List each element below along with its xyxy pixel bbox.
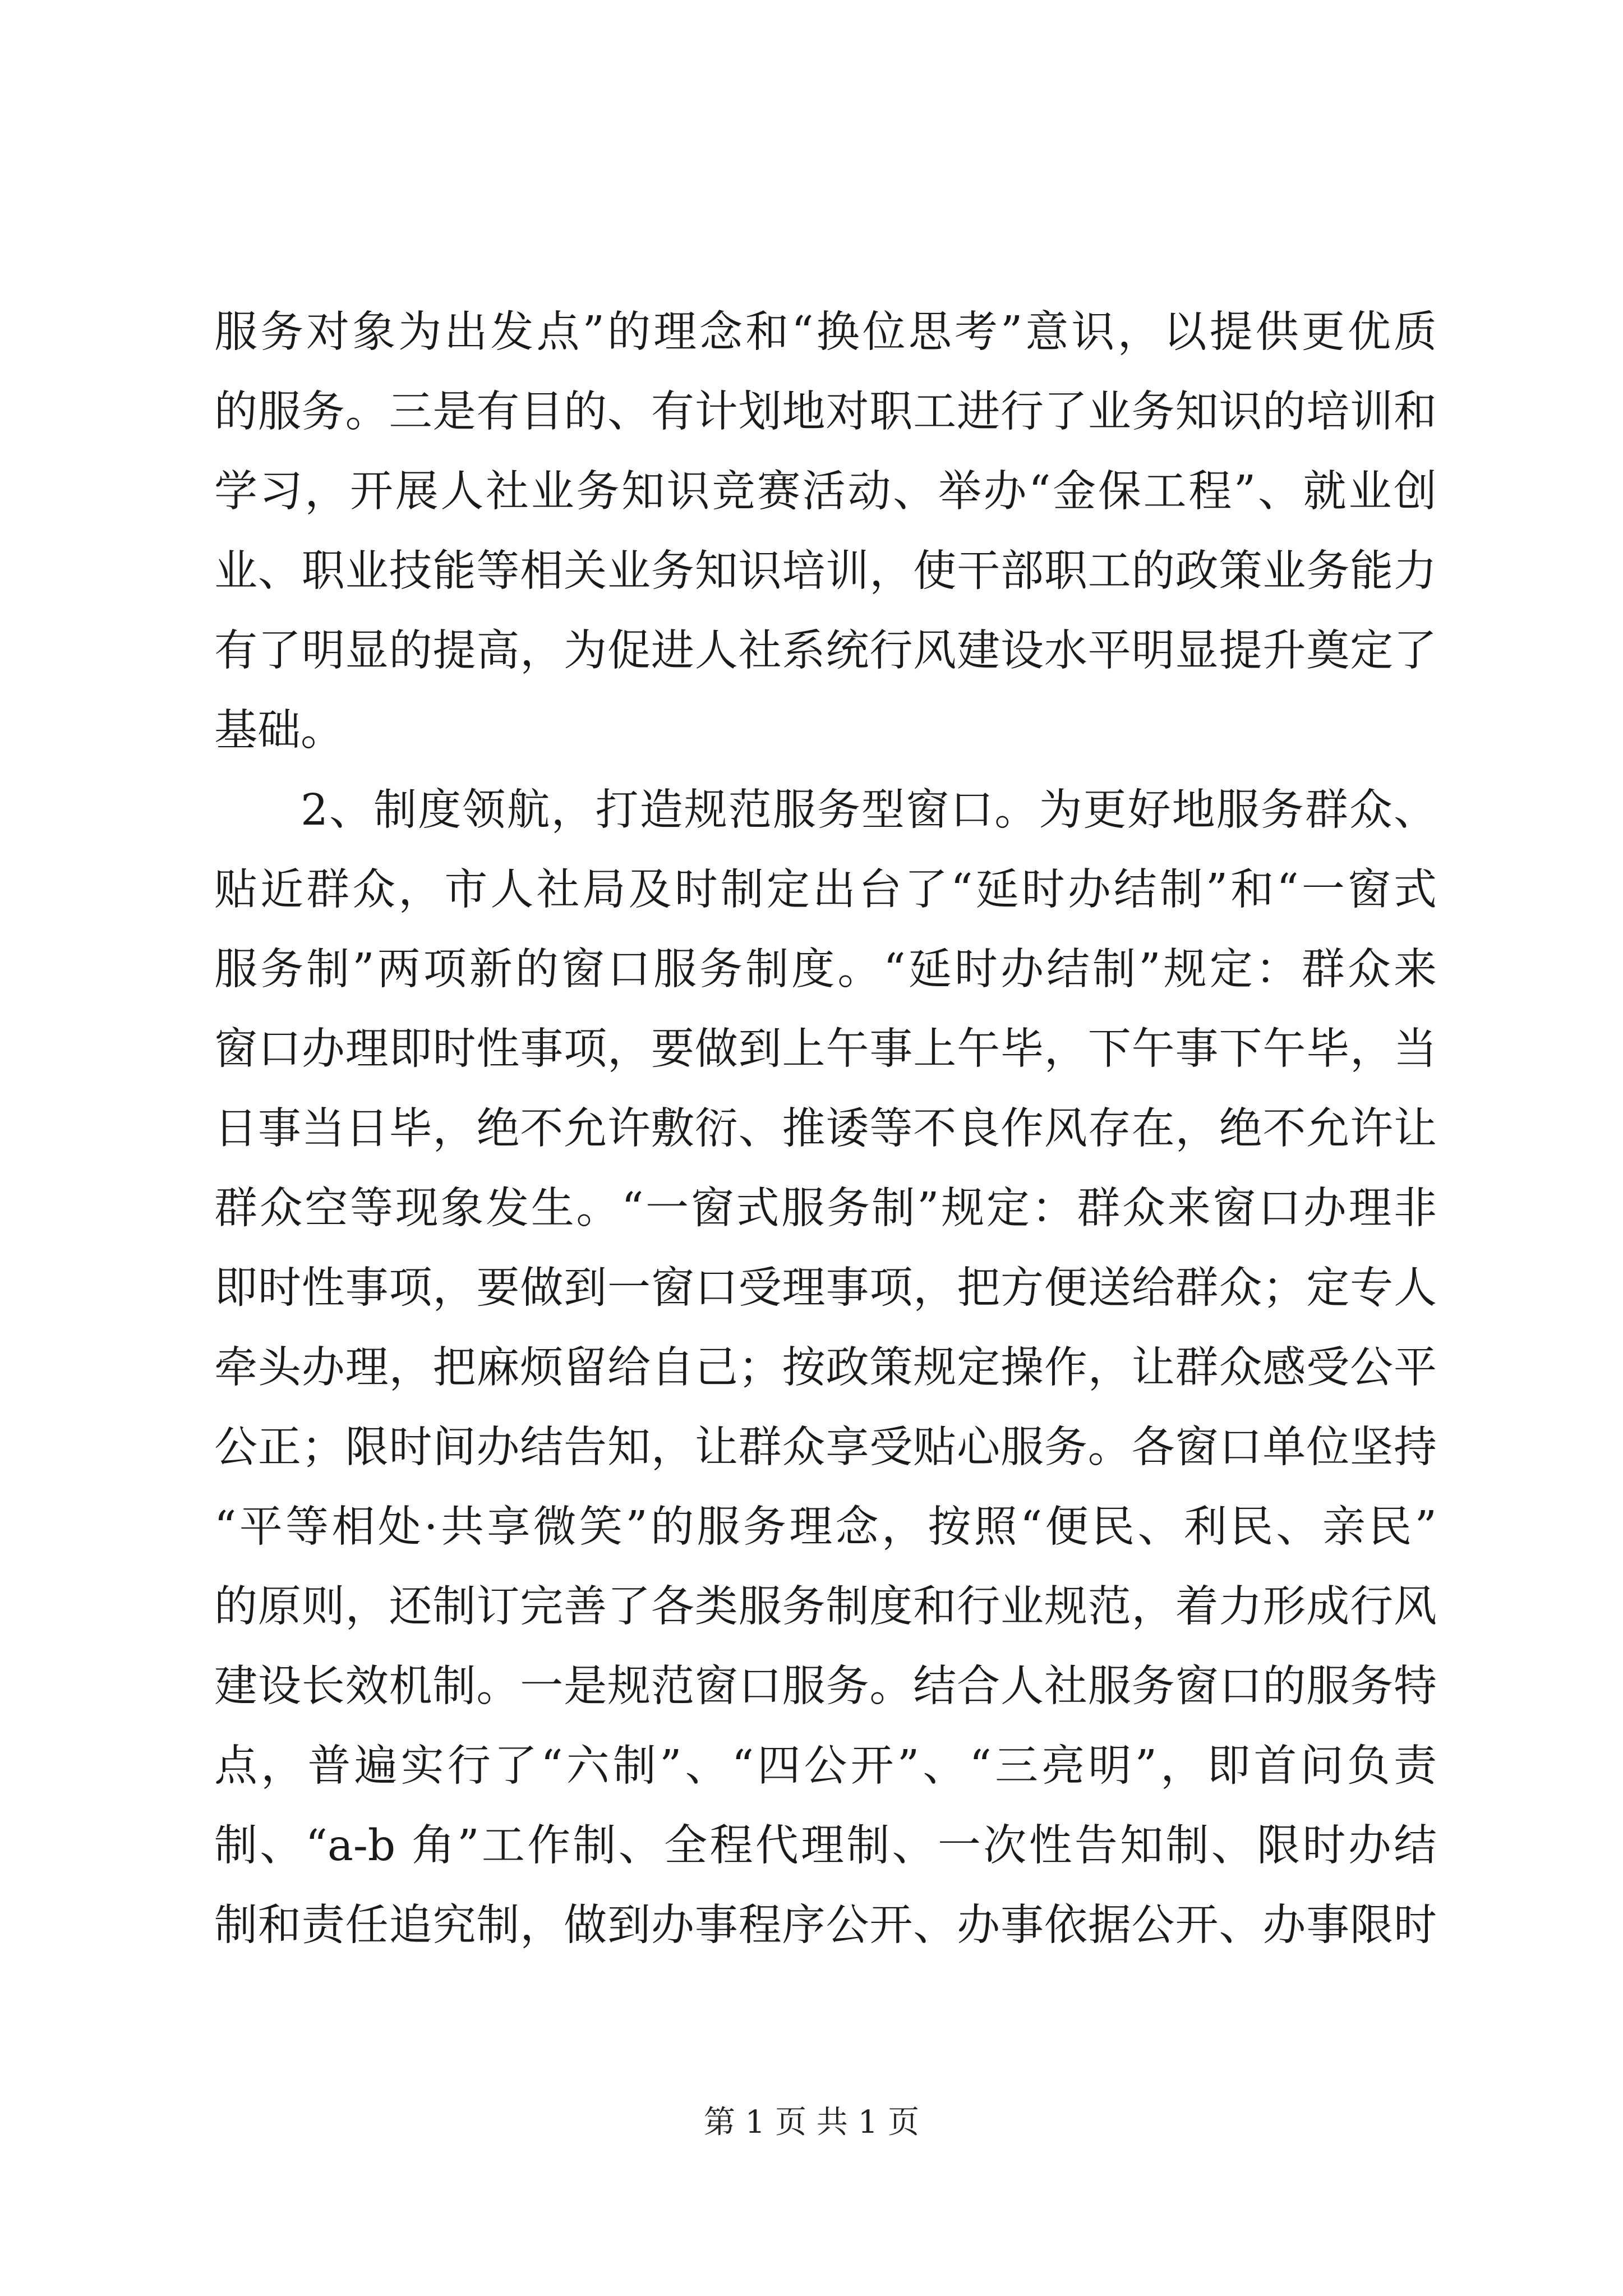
text-line: 日事当日毕，绝不允许敷衍、推诿等不良作风存在，绝不允许让 [214,1104,1437,1154]
text-line: 学习，开展人社业务知识竞赛活动、举办“金保工程”、就业创 [214,467,1437,517]
body-text [214,293,1437,1966]
text-line: 制和责任追究制，做到办事程序公开、办事依据公开、办事限时 [214,1901,1437,1950]
text-line: 2、制度领航，打造规范服务型窗口。为更好地服务群众、 [301,785,1437,835]
text-line: 服务对象为出发点”的理念和“换位思考”意识，以提供更优质 [214,307,1437,357]
text-line: 制、“a-b 角”工作制、全程代理制、一次性告知制、限时办结 [214,1821,1437,1871]
text-line: 服务制”两项新的窗口服务制度。“延时办结制”规定：群众来 [214,945,1437,995]
text-line: 窗口办理即时性事项，要做到上午事上午毕，下午事下午毕，当 [214,1024,1437,1074]
text-line: 的服务。三是有目的、有计划地对职工进行了业务知识的培训和 [214,387,1437,437]
text-line: 贴近群众，市人社局及时制定出台了“延时办结制”和“一窗式 [214,865,1437,915]
text-line: 点，普遍实行了“六制”、“四公开”、“三亮明”，即首问负责 [214,1741,1437,1791]
text-line: 建设长效机制。一是规范窗口服务。结合人社服务窗口的服务特 [214,1662,1437,1711]
text-line: 公正；限时间办结告知，让群众享受贴心服务。各窗口单位坚持 [214,1423,1437,1473]
text-line: 即时性事项，要做到一窗口受理事项，把方便送给群众；定专人 [214,1263,1437,1313]
text-line: 业、职业技能等相关业务知识培训，使干部职工的政策业务能力 [214,546,1437,596]
text-line: “平等相处·共享微笑”的服务理念，按照“便民、利民、亲民” [214,1502,1437,1552]
text-line: 牵头办理，把麻烦留给自己；按政策规定操作，让群众感受公平 [214,1343,1437,1393]
text-line: 群众空等现象发生。“一窗式服务制”规定：群众来窗口办理非 [214,1184,1437,1234]
text-line: 的原则，还制订完善了各类服务制度和行业规范，着力形成行风 [214,1582,1437,1632]
text-line: 有了明显的提高，为促进人社系统行风建设水平明显提升奠定了 [214,626,1437,676]
text-line: 基础。 [214,706,344,756]
page-number-footer: 第 1 页 共 1 页 [703,2104,920,2141]
